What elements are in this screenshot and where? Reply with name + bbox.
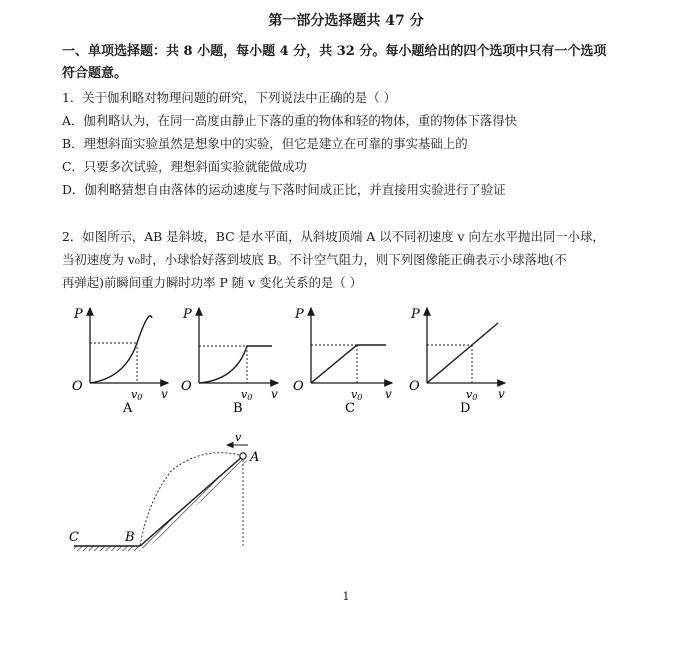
graph-c-y-label: P — [295, 307, 304, 322]
section-heading-line-2: 符合题意。 — [62, 66, 128, 81]
graph-d-x-label: v — [498, 387, 505, 401]
graph-b-v0-tick: v0 — [241, 388, 253, 402]
graph-d-origin: O — [409, 379, 420, 394]
point-c-label: C — [69, 530, 79, 545]
graph-a-y-label: P — [74, 307, 83, 322]
graph-c-origin: O — [293, 379, 304, 394]
ball-icon — [240, 453, 246, 459]
graph-b-x-label: v — [271, 387, 278, 401]
question-1-option-a: A．伽利略认为，在同一高度由静止下落的重的物体和轻的物体，重的物体下落得快 — [62, 113, 518, 128]
point-b-label: B — [125, 530, 135, 545]
question-1-option-c: C．只要多次试验，理想斜面实验就能做成功 — [62, 159, 307, 174]
graph-b-letter: B — [233, 401, 243, 416]
page-title: 第一部分选择题共 47 分 — [268, 13, 424, 29]
graph-c-x-label: v — [385, 387, 392, 401]
velocity-label: v — [235, 431, 242, 444]
graph-c-letter: C — [345, 401, 355, 416]
graph-a-letter: A — [123, 401, 133, 416]
graph-a-x-label: v — [161, 387, 168, 401]
graph-c — [293, 307, 392, 416]
graph-b-y-label: P — [183, 307, 192, 322]
question-1-stem: 1．关于伽利略对物理问题的研究，下列说法中正确的是（ ） — [62, 90, 396, 105]
slope-figure — [69, 431, 259, 551]
graph-a-v0-tick: v0 — [131, 388, 143, 402]
graph-b — [181, 307, 278, 416]
graph-d-letter: D — [460, 401, 471, 416]
graph-b-origin: O — [181, 379, 192, 394]
question-1-option-d: D．伽利略猜想自由落体的运动速度与下落时间成正比，并直接用实验进行了验证 — [62, 182, 506, 197]
graph-d-v0-tick: v0 — [466, 388, 478, 402]
question-2-stem-line-3: 再弹起)前瞬间重力瞬时功率 P 随 v 变化关系的是（ ） — [62, 275, 363, 290]
graph-a — [72, 307, 168, 416]
question-2-stem-line-1: 2．如图所示，AB 是斜坡，BC 是水平面，从斜坡顶端 A 以不同初速度 v 向左水平抛出同一小球， — [62, 229, 605, 244]
graph-d-y-label: P — [411, 307, 420, 322]
graph-a-origin: O — [72, 379, 83, 394]
graph-d — [409, 307, 505, 416]
point-a-label: A — [250, 450, 260, 465]
page-number: 1 — [342, 590, 350, 603]
question-2-stem-line-2: 当初速度为 v₀时，小球恰好落到坡底 B。不计空气阻力，则下列图像能正确表示小球落地(不 — [62, 252, 567, 267]
question-1-option-b: B．理想斜面实验虽然是想象中的实验，但它是建立在可靠的事实基础上的 — [62, 136, 468, 151]
graph-c-v0-tick: v0 — [351, 388, 363, 402]
section-heading-line-1: 一、单项选择题：共 8 小题，每小题 4 分，共 32 分。每小题给出的四个选项中只有一个选项 — [62, 44, 607, 59]
